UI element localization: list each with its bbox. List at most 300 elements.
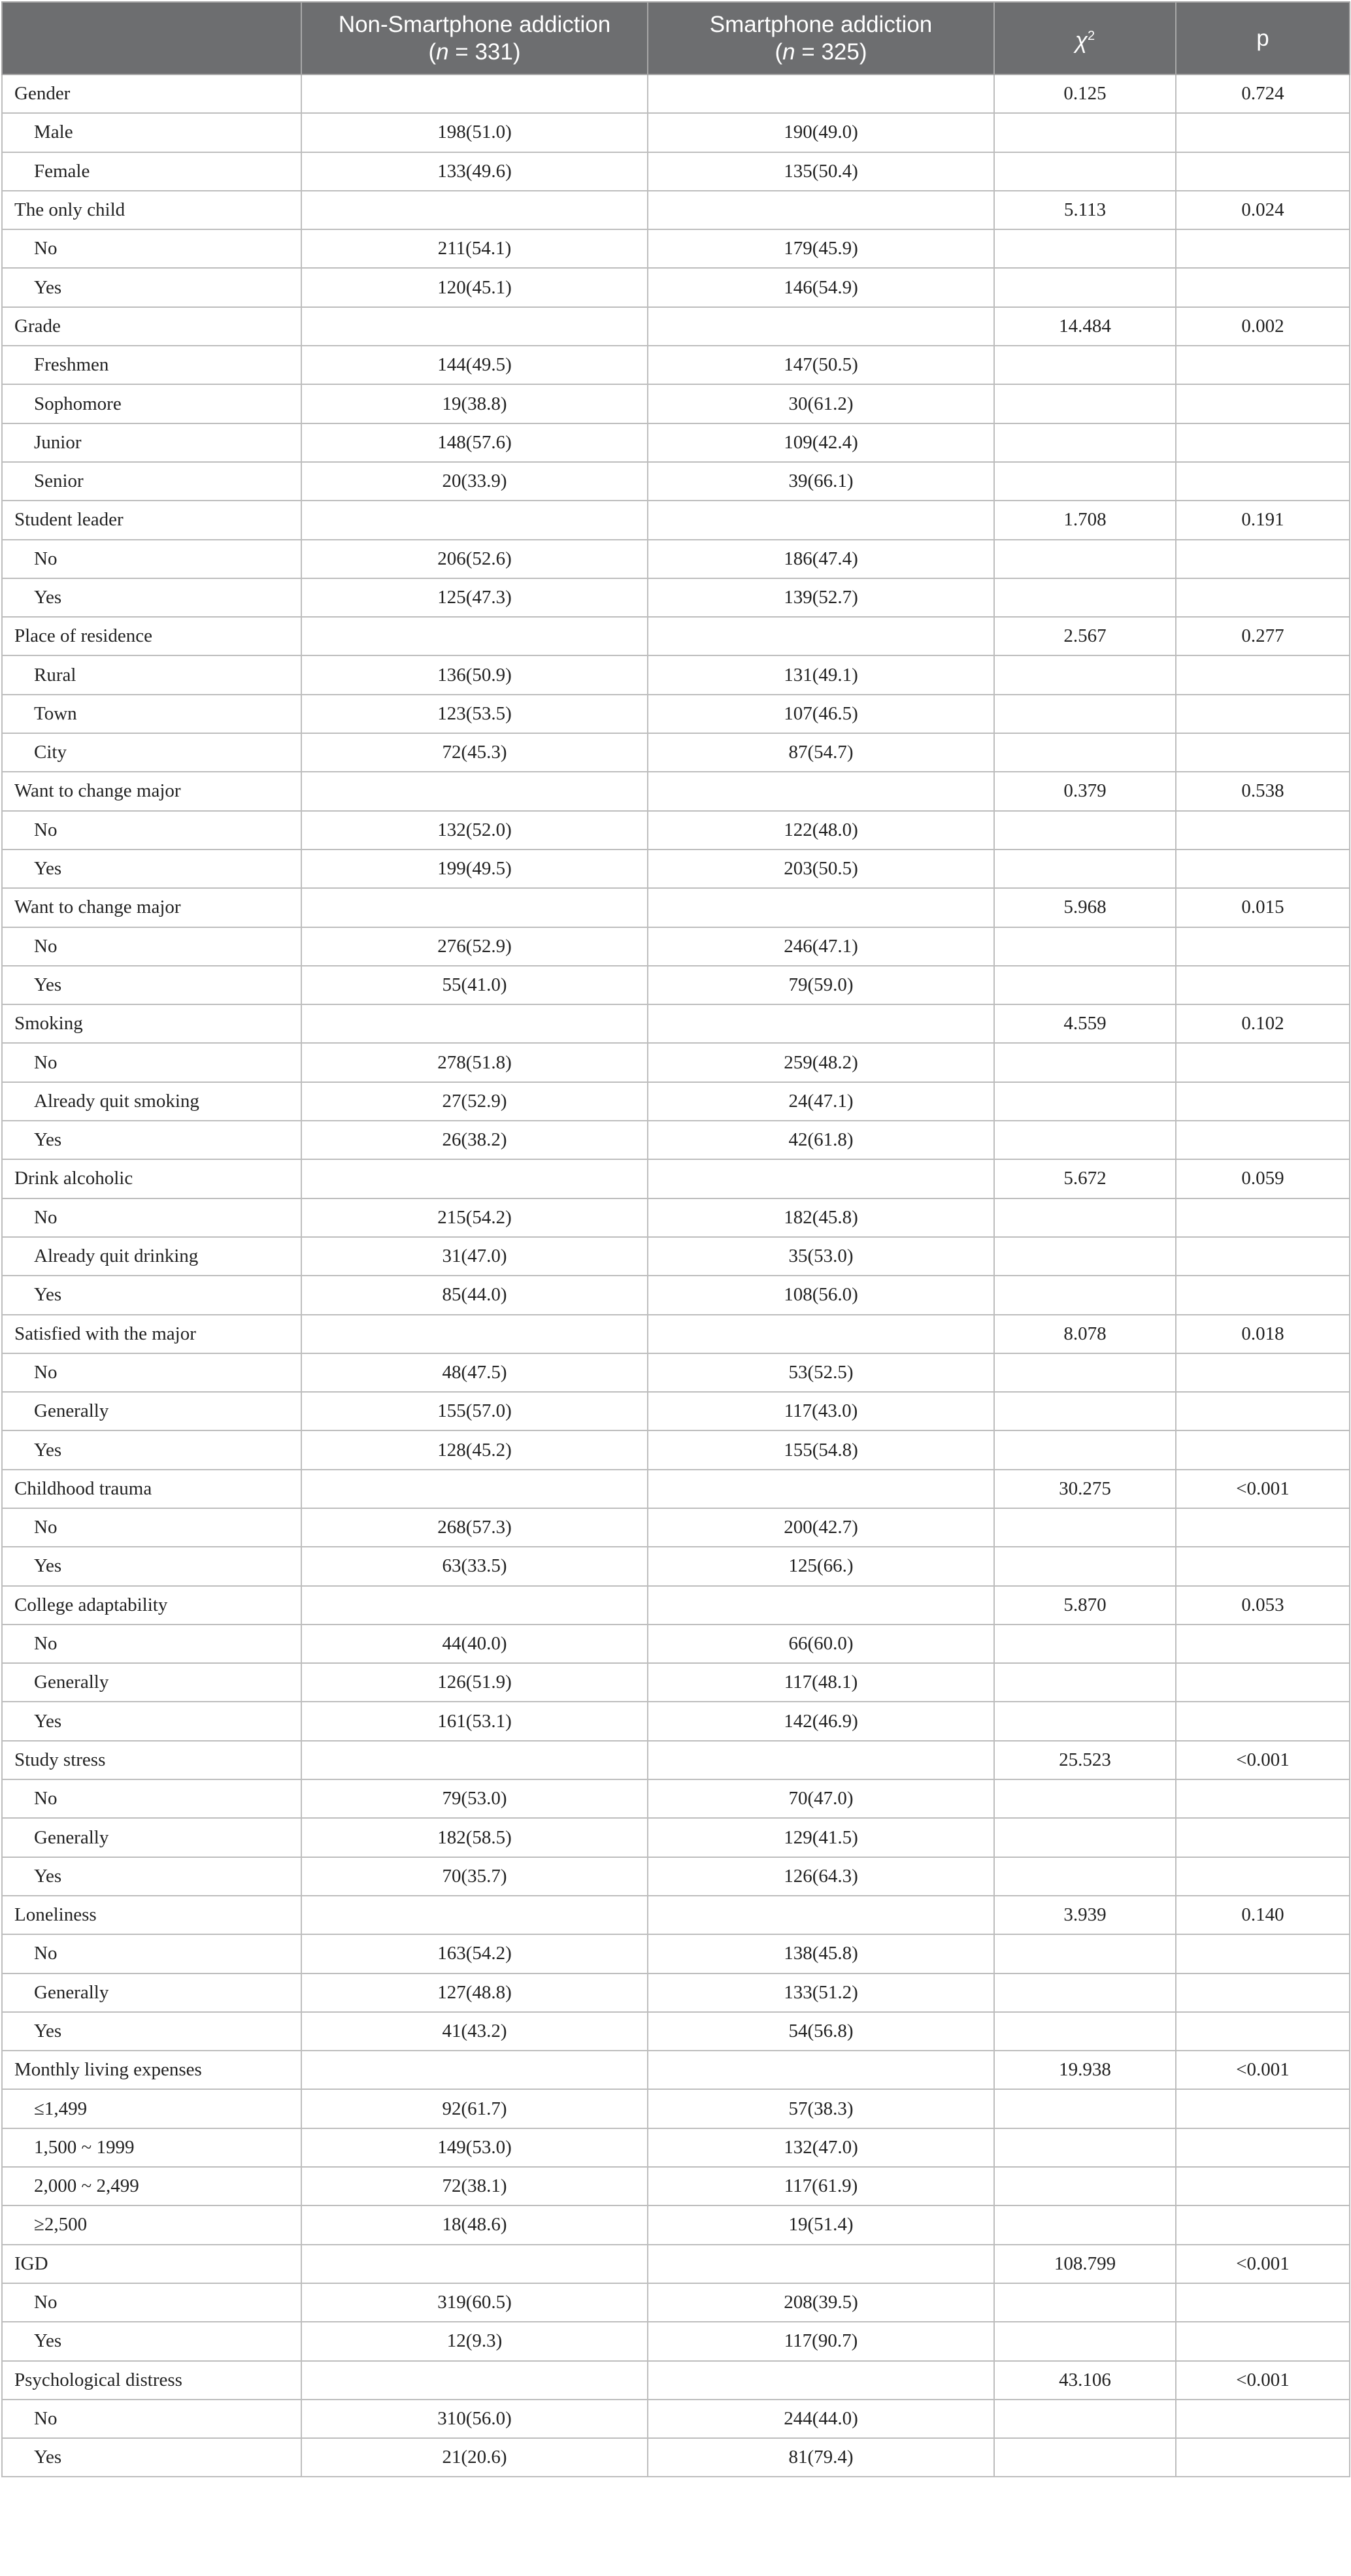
cell-p-value: <0.001 (1176, 2361, 1350, 2400)
cell-p-value (1176, 1508, 1350, 1547)
cell-chi-square (994, 733, 1176, 772)
cell-chi-square (994, 2438, 1176, 2477)
cell-addiction: 203(50.5) (648, 850, 994, 888)
cell-addiction: 146(54.9) (648, 268, 994, 306)
row-label: Yes (2, 2438, 301, 2477)
cell-addiction: 133(51.2) (648, 1973, 994, 2012)
header-non-smartphone-addiction-n: (n = 331) (428, 39, 521, 65)
cell-p-value: 0.053 (1176, 1586, 1350, 1625)
cell-p-value (1176, 113, 1350, 152)
cell-addiction (648, 191, 994, 229)
cell-non-addiction (301, 74, 648, 113)
cell-addiction: 186(47.4) (648, 540, 994, 578)
cell-chi-square (994, 1082, 1176, 1121)
cell-non-addiction (301, 2245, 648, 2283)
table-row (2, 1508, 1350, 1547)
table-row (2, 1430, 1350, 1469)
cell-chi-square (994, 1276, 1176, 1314)
cell-non-addiction (301, 307, 648, 346)
cell-addiction: 54(56.8) (648, 2012, 994, 2051)
row-label: No (2, 927, 301, 966)
cell-p-value (1176, 1276, 1350, 1314)
cell-chi-square (994, 1198, 1176, 1237)
cell-chi-square (994, 540, 1176, 578)
cell-p-value: 0.191 (1176, 501, 1350, 539)
cell-addiction (648, 888, 994, 927)
cell-p-value (1176, 2167, 1350, 2205)
row-label: Drink alcoholic (2, 1159, 301, 1198)
data-table (1, 1, 1350, 2477)
table-row (2, 811, 1350, 850)
cell-addiction: 117(61.9) (648, 2167, 994, 2205)
cell-non-addiction: 70(35.7) (301, 1857, 648, 1896)
row-label: Junior (2, 423, 301, 462)
table-row (2, 1276, 1350, 1314)
row-label: Male (2, 113, 301, 152)
cell-chi-square (994, 462, 1176, 501)
cell-p-value (1176, 2400, 1350, 2438)
cell-non-addiction: 144(49.5) (301, 346, 648, 384)
cell-non-addiction (301, 1159, 648, 1198)
row-label: Gender (2, 74, 301, 113)
table-row (2, 1198, 1350, 1237)
cell-non-addiction: 310(56.0) (301, 2400, 648, 2438)
cell-addiction (648, 1741, 994, 1779)
table-row (2, 1237, 1350, 1276)
row-label: The only child (2, 191, 301, 229)
cell-addiction: 125(66.) (648, 1547, 994, 1585)
cell-non-addiction: 215(54.2) (301, 1198, 648, 1237)
cell-p-value: <0.001 (1176, 1741, 1350, 1779)
table-group-row (2, 191, 1350, 229)
header-smartphone-addiction-name: Smartphone addiction (709, 11, 933, 37)
cell-chi-square (994, 384, 1176, 423)
table-row (2, 1121, 1350, 1159)
cell-p-value (1176, 2128, 1350, 2167)
cell-non-addiction (301, 617, 648, 655)
table-row (2, 1934, 1350, 1973)
row-label: Yes (2, 1430, 301, 1469)
table-row (2, 2438, 1350, 2477)
header-smartphone-addiction-n: (n = 325) (775, 39, 867, 65)
cell-p-value (1176, 540, 1350, 578)
table-row (2, 655, 1350, 694)
cell-non-addiction: 155(57.0) (301, 1392, 648, 1430)
row-label: No (2, 1353, 301, 1392)
table-row (2, 2283, 1350, 2322)
row-label: No (2, 811, 301, 850)
cell-addiction (648, 1315, 994, 1353)
cell-chi-square (994, 2400, 1176, 2438)
table-group-row (2, 307, 1350, 346)
cell-non-addiction: 72(38.1) (301, 2167, 648, 2205)
cell-chi-square (994, 1043, 1176, 1082)
cell-chi-square: 0.379 (994, 772, 1176, 810)
cell-addiction: 39(66.1) (648, 462, 994, 501)
cell-non-addiction: 126(51.9) (301, 1663, 648, 1702)
table-group-row (2, 888, 1350, 927)
row-label: No (2, 2400, 301, 2438)
cell-non-addiction (301, 1315, 648, 1353)
cell-chi-square (994, 1237, 1176, 1276)
cell-p-value: 0.724 (1176, 74, 1350, 113)
row-label: Student leader (2, 501, 301, 539)
cell-non-addiction (301, 2051, 648, 2089)
row-label: Yes (2, 850, 301, 888)
table-row (2, 850, 1350, 888)
row-label: No (2, 1198, 301, 1237)
table-group-row (2, 2051, 1350, 2089)
header-row (2, 2, 1350, 74)
cell-addiction (648, 501, 994, 539)
cell-p-value (1176, 733, 1350, 772)
cell-addiction: 200(42.7) (648, 1508, 994, 1547)
table-row (2, 2400, 1350, 2438)
cell-addiction (648, 617, 994, 655)
table-row (2, 695, 1350, 733)
row-label: College adaptability (2, 1586, 301, 1625)
cell-addiction: 87(54.7) (648, 733, 994, 772)
cell-non-addiction: 319(60.5) (301, 2283, 648, 2322)
row-label: Generally (2, 1818, 301, 1857)
cell-non-addiction: 206(52.6) (301, 540, 648, 578)
cell-chi-square (994, 1702, 1176, 1740)
cell-chi-square (994, 152, 1176, 191)
cell-addiction (648, 1586, 994, 1625)
row-label: Yes (2, 1547, 301, 1585)
row-label: ≥2,500 (2, 2205, 301, 2244)
cell-addiction: 57(38.3) (648, 2089, 994, 2128)
cell-chi-square: 30.275 (994, 1470, 1176, 1508)
cell-p-value: <0.001 (1176, 2245, 1350, 2283)
table-row (2, 462, 1350, 501)
table-row (2, 346, 1350, 384)
cell-chi-square (994, 1547, 1176, 1585)
cell-p-value (1176, 1779, 1350, 1818)
cell-chi-square (994, 927, 1176, 966)
table-row (2, 1818, 1350, 1857)
table-row (2, 423, 1350, 462)
cell-non-addiction: 92(61.7) (301, 2089, 648, 2128)
cell-p-value (1176, 1857, 1350, 1896)
cell-addiction: 132(47.0) (648, 2128, 994, 2167)
cell-non-addiction: 31(47.0) (301, 1237, 648, 1276)
cell-chi-square (994, 1430, 1176, 1469)
cell-chi-square: 108.799 (994, 2245, 1176, 2283)
table-row (2, 2012, 1350, 2051)
cell-chi-square (994, 423, 1176, 462)
table-row (2, 2205, 1350, 2244)
cell-p-value (1176, 384, 1350, 423)
cell-chi-square: 5.672 (994, 1159, 1176, 1198)
cell-chi-square (994, 1353, 1176, 1392)
cell-non-addiction: 44(40.0) (301, 1625, 648, 1663)
cell-chi-square: 4.559 (994, 1004, 1176, 1043)
row-label: Yes (2, 2012, 301, 2051)
cell-p-value (1176, 850, 1350, 888)
cell-addiction: 246(47.1) (648, 927, 994, 966)
cell-addiction: 108(56.0) (648, 1276, 994, 1314)
cell-chi-square (994, 2205, 1176, 2244)
table-row (2, 152, 1350, 191)
row-label: Yes (2, 966, 301, 1004)
cell-addiction (648, 2245, 994, 2283)
row-label: Yes (2, 1702, 301, 1740)
cell-addiction: 109(42.4) (648, 423, 994, 462)
row-label: Yes (2, 1276, 301, 1314)
row-label: No (2, 1934, 301, 1973)
cell-addiction (648, 307, 994, 346)
cell-p-value (1176, 2089, 1350, 2128)
cell-addiction (648, 2361, 994, 2400)
cell-chi-square (994, 850, 1176, 888)
cell-non-addiction: 149(53.0) (301, 2128, 648, 2167)
row-label: No (2, 2283, 301, 2322)
table-row (2, 1547, 1350, 1585)
cell-p-value (1176, 1121, 1350, 1159)
table-row (2, 1082, 1350, 1121)
cell-non-addiction: 161(53.1) (301, 1702, 648, 1740)
cell-p-value (1176, 2205, 1350, 2244)
cell-p-value (1176, 1353, 1350, 1392)
cell-p-value: 0.538 (1176, 772, 1350, 810)
cell-p-value (1176, 1818, 1350, 1857)
cell-non-addiction: 72(45.3) (301, 733, 648, 772)
row-label: Already quit drinking (2, 1237, 301, 1276)
cell-chi-square (994, 113, 1176, 152)
cell-non-addiction: 12(9.3) (301, 2322, 648, 2360)
cell-addiction: 24(47.1) (648, 1082, 994, 1121)
cell-p-value (1176, 1973, 1350, 2012)
row-label: Place of residence (2, 617, 301, 655)
table-row (2, 1625, 1350, 1663)
cell-p-value (1176, 1625, 1350, 1663)
row-label: 2,000 ~ 2,499 (2, 2167, 301, 2205)
row-label: No (2, 1779, 301, 1818)
cell-non-addiction (301, 2361, 648, 2400)
table-group-row (2, 501, 1350, 539)
cell-chi-square (994, 268, 1176, 306)
row-label: No (2, 1043, 301, 1082)
cell-addiction (648, 1159, 994, 1198)
cell-addiction: 259(48.2) (648, 1043, 994, 1082)
cell-p-value (1176, 655, 1350, 694)
cell-chi-square: 1.708 (994, 501, 1176, 539)
cell-non-addiction: 63(33.5) (301, 1547, 648, 1585)
cell-chi-square (994, 1508, 1176, 1547)
table-row (2, 1043, 1350, 1082)
cell-chi-square (994, 966, 1176, 1004)
cell-addiction (648, 1896, 994, 1934)
header-non-smartphone-addiction-name: Non-Smartphone addiction (338, 11, 611, 37)
table-row (2, 1392, 1350, 1430)
table-row (2, 113, 1350, 152)
cell-chi-square: 0.125 (994, 74, 1176, 113)
row-label: Yes (2, 1857, 301, 1896)
cell-p-value: 0.002 (1176, 307, 1350, 346)
cell-p-value: 0.277 (1176, 617, 1350, 655)
cell-p-value (1176, 1547, 1350, 1585)
cell-non-addiction: 128(45.2) (301, 1430, 648, 1469)
cell-addiction: 147(50.5) (648, 346, 994, 384)
cell-chi-square (994, 655, 1176, 694)
cell-non-addiction: 211(54.1) (301, 229, 648, 268)
cell-p-value (1176, 1934, 1350, 1973)
cell-chi-square (994, 1818, 1176, 1857)
table-row (2, 2167, 1350, 2205)
cell-addiction: 117(43.0) (648, 1392, 994, 1430)
row-label: No (2, 540, 301, 578)
cell-addiction: 135(50.4) (648, 152, 994, 191)
cell-non-addiction: 123(53.5) (301, 695, 648, 733)
table-group-row (2, 1470, 1350, 1508)
cell-p-value (1176, 966, 1350, 1004)
cell-p-value (1176, 152, 1350, 191)
cell-p-value (1176, 1237, 1350, 1276)
table-row (2, 2089, 1350, 2128)
cell-non-addiction: 198(51.0) (301, 113, 648, 152)
header-non-smartphone-addiction (301, 2, 648, 74)
cell-chi-square (994, 2089, 1176, 2128)
cell-p-value (1176, 462, 1350, 501)
cell-addiction: 182(45.8) (648, 1198, 994, 1237)
cell-chi-square: 3.939 (994, 1896, 1176, 1934)
cell-addiction: 122(48.0) (648, 811, 994, 850)
cell-p-value: 0.015 (1176, 888, 1350, 927)
cell-addiction: 107(46.5) (648, 695, 994, 733)
table-group-row (2, 1004, 1350, 1043)
row-label: 1,500 ~ 1999 (2, 2128, 301, 2167)
cell-non-addiction: 21(20.6) (301, 2438, 648, 2477)
cell-addiction: 81(79.4) (648, 2438, 994, 2477)
row-label: Generally (2, 1392, 301, 1430)
cell-p-value (1176, 578, 1350, 617)
cell-addiction (648, 772, 994, 810)
cell-p-value: 0.059 (1176, 1159, 1350, 1198)
table-group-row (2, 1741, 1350, 1779)
cell-addiction: 30(61.2) (648, 384, 994, 423)
row-label: Yes (2, 2322, 301, 2360)
table-row (2, 578, 1350, 617)
cell-p-value (1176, 2322, 1350, 2360)
cell-chi-square (994, 811, 1176, 850)
table-row (2, 2322, 1350, 2360)
cell-chi-square (994, 1392, 1176, 1430)
cell-chi-square: 2.567 (994, 617, 1176, 655)
row-label: Sophomore (2, 384, 301, 423)
row-label: Female (2, 152, 301, 191)
cell-addiction: 19(51.4) (648, 2205, 994, 2244)
cell-addiction: 117(90.7) (648, 2322, 994, 2360)
table-row (2, 733, 1350, 772)
cell-non-addiction: 163(54.2) (301, 1934, 648, 1973)
table-row (2, 927, 1350, 966)
cell-p-value (1176, 927, 1350, 966)
cell-addiction: 208(39.5) (648, 2283, 994, 2322)
table-group-row (2, 2361, 1350, 2400)
cell-addiction: 117(48.1) (648, 1663, 994, 1702)
cell-non-addiction: 136(50.9) (301, 655, 648, 694)
cell-addiction (648, 74, 994, 113)
cell-chi-square (994, 1973, 1176, 2012)
row-label: Loneliness (2, 1896, 301, 1934)
cell-addiction: 244(44.0) (648, 2400, 994, 2438)
cell-chi-square (994, 2128, 1176, 2167)
row-label: Psychological distress (2, 2361, 301, 2400)
cell-non-addiction (301, 1004, 648, 1043)
header-smartphone-addiction (648, 2, 994, 74)
row-label: Generally (2, 1663, 301, 1702)
row-label: Rural (2, 655, 301, 694)
cell-p-value: 0.140 (1176, 1896, 1350, 1934)
cell-non-addiction: 132(52.0) (301, 811, 648, 850)
cell-addiction: 179(45.9) (648, 229, 994, 268)
cell-non-addiction: 276(52.9) (301, 927, 648, 966)
cell-p-value (1176, 229, 1350, 268)
cell-chi-square (994, 346, 1176, 384)
cell-non-addiction: 20(33.9) (301, 462, 648, 501)
cell-chi-square (994, 2012, 1176, 2051)
cell-p-value: <0.001 (1176, 1470, 1350, 1508)
row-label: City (2, 733, 301, 772)
cell-addiction: 138(45.8) (648, 1934, 994, 1973)
cell-p-value: <0.001 (1176, 2051, 1350, 2089)
cell-p-value (1176, 1663, 1350, 1702)
cell-addiction: 142(46.9) (648, 1702, 994, 1740)
cell-p-value (1176, 1702, 1350, 1740)
cell-non-addiction (301, 1896, 648, 1934)
cell-non-addiction (301, 772, 648, 810)
table-body (2, 74, 1350, 2477)
row-label: Already quit smoking (2, 1082, 301, 1121)
row-label: Want to change major (2, 772, 301, 810)
table-group-row (2, 772, 1350, 810)
row-label: Freshmen (2, 346, 301, 384)
cell-non-addiction (301, 1741, 648, 1779)
cell-addiction: 53(52.5) (648, 1353, 994, 1392)
cell-addiction (648, 1004, 994, 1043)
cell-addiction: 79(59.0) (648, 966, 994, 1004)
table-header (2, 2, 1350, 74)
cell-p-value (1176, 268, 1350, 306)
cell-chi-square: 5.113 (994, 191, 1176, 229)
cell-non-addiction: 182(58.5) (301, 1818, 648, 1857)
cell-non-addiction (301, 191, 648, 229)
cell-p-value (1176, 1430, 1350, 1469)
cell-non-addiction: 55(41.0) (301, 966, 648, 1004)
cell-addiction: 66(60.0) (648, 1625, 994, 1663)
cell-p-value (1176, 1082, 1350, 1121)
cell-non-addiction: 41(43.2) (301, 2012, 648, 2051)
table-row (2, 1779, 1350, 1818)
cell-chi-square (994, 1121, 1176, 1159)
header-chi-square: $\chi^2$ (994, 2, 1176, 74)
cell-p-value (1176, 1198, 1350, 1237)
cell-addiction: 131(49.1) (648, 655, 994, 694)
row-label: Study stress (2, 1741, 301, 1779)
cell-chi-square (994, 1779, 1176, 1818)
cell-chi-square: 25.523 (994, 1741, 1176, 1779)
cell-chi-square (994, 2322, 1176, 2360)
row-label: Senior (2, 462, 301, 501)
row-label: Childhood trauma (2, 1470, 301, 1508)
table-group-row (2, 74, 1350, 113)
table-group-row (2, 1315, 1350, 1353)
cell-addiction: 126(64.3) (648, 1857, 994, 1896)
cell-p-value (1176, 2438, 1350, 2477)
table-group-row (2, 2245, 1350, 2283)
cell-chi-square (994, 1934, 1176, 1973)
